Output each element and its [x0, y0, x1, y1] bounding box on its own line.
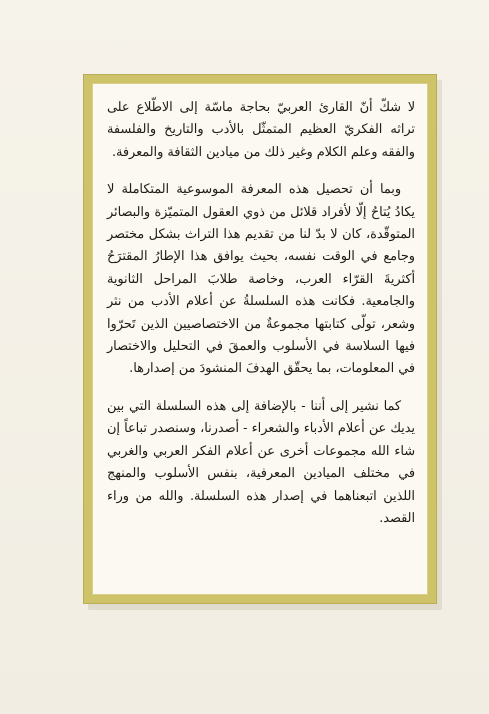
- text-panel: [92, 83, 428, 595]
- paragraph-future-series: كما نشير إلى أننا - بالإضافة إلى هذه السلسلة التي بين يديك عن أعلام الأدباء والشعراء - أصدرنا، وسنصدر تباعاً إن شاء الله مجموعات أخرى عن أعلام الفكر العربي والغربي في مختلف الميادين المعرفية، بنفس الأسلوب والمنهج اللذين اتبعناهما في إصدار هذه السلسلة. والله من وراء القصد.: [107, 398, 415, 526]
- paragraph-intro: لا شكّ أنّ القارئ العربيّ بحاجة ماسّة إلى الاطّلاع على تراثه الفكريّ العظيم المتمثّل بالأدب والتاريخ والفلسفة والفقه وعلم الكلام وغير ذلك من ميادين الثقافة والمعرفة.: [107, 100, 415, 160]
- text-frame: [83, 74, 437, 604]
- paragraph-series-purpose: وبما أن تحصيل هذه المعرفة الموسوعية المتكاملة لا يكادُ يُتاحُ إلّا لأفراد قلائل من ذوي العقول المتميّزة والبصائر المتوقّدة، كان لا بدّ لنا من تقديم هذا التراث بشكل مختصر وجامع في الوقت نفسه، بحيث يوافق هذا الإطارُ المقترَحُ أكثريةَ القرّاء العرب، وخاصة طلابَ المراحل الثانوية والجامعية. فكانت هذه السلسلةُ عن أعلام الأدب من نثر وشعر، تولّى كتابتها مجموعةٌ من الاختصاصيين الذين تَحرّوا فيها السلاسة في الأسلوب والعمقَ في التحليل والاختصار في المعلومات، بما يحقّق الهدفَ المنشودَ من إصدارها.: [107, 182, 415, 377]
